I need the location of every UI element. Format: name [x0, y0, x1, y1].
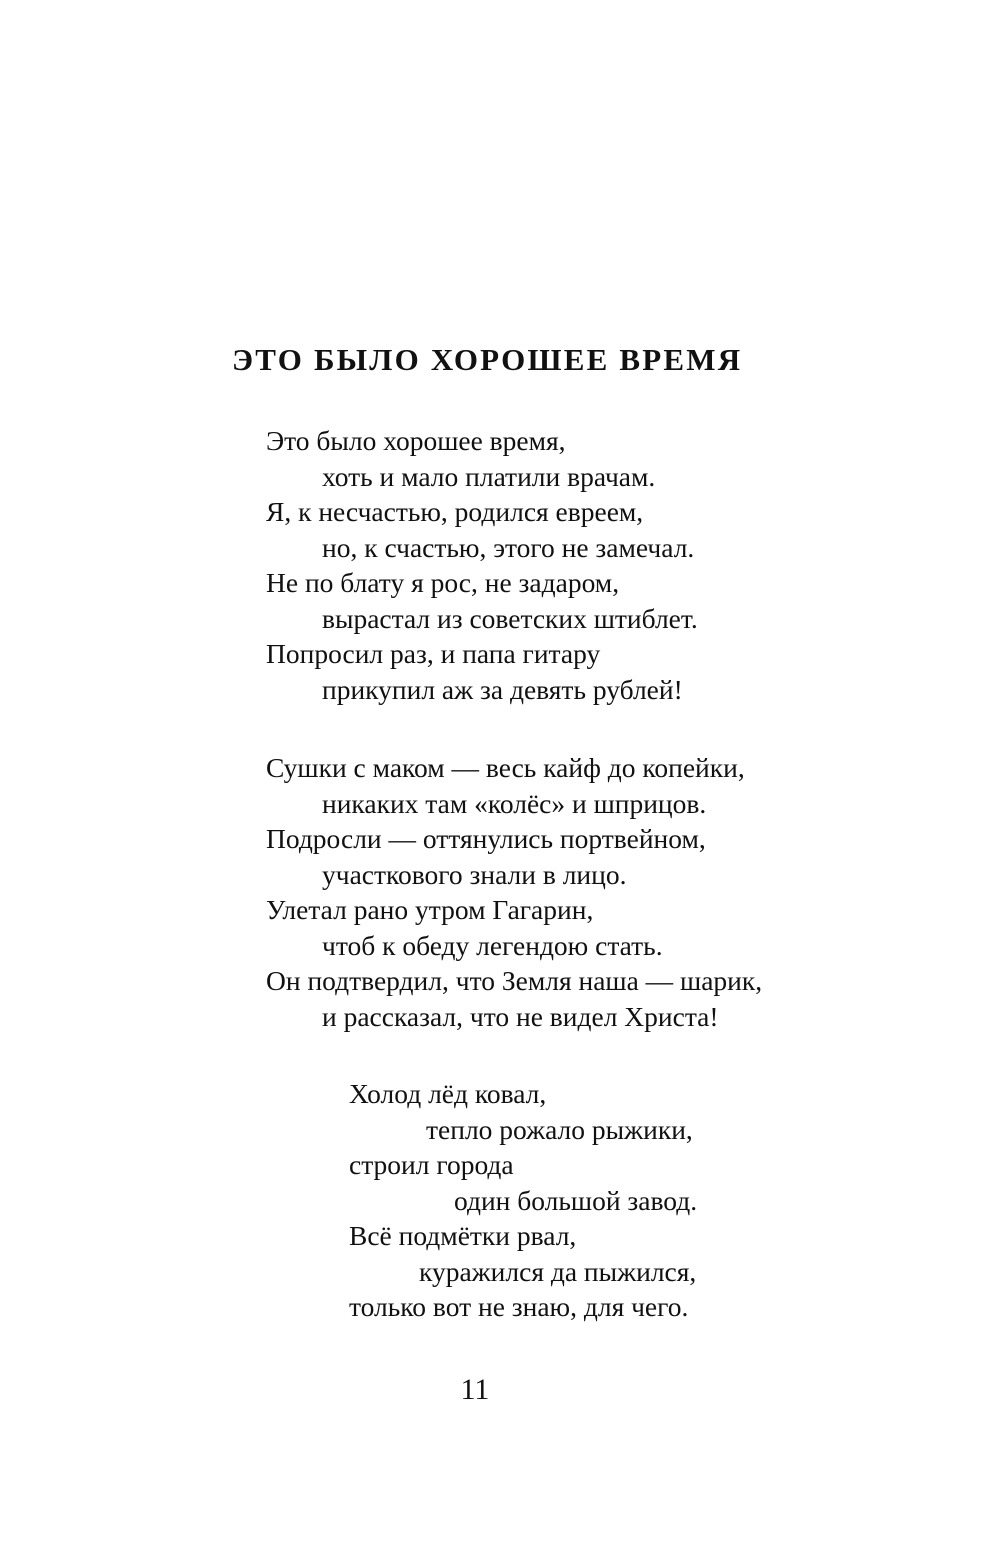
poem-line: Это было хорошее время,	[266, 425, 566, 456]
poem-line: прикупил аж за девять рублей!	[322, 674, 683, 705]
poem-line: участкового знали в лицо.	[322, 859, 627, 890]
page-number: 11	[460, 1373, 490, 1406]
poem-line: Всё подмётки рвал,	[349, 1220, 577, 1251]
poem-line: Холод лёд ковал,	[349, 1078, 547, 1109]
poem-line: и рассказал, что не видел Христа!	[322, 1001, 719, 1032]
poem-line: Подросли — оттянулись портвейном,	[266, 823, 706, 854]
poem-line: только вот не знаю, для чего.	[349, 1291, 689, 1322]
poem-line: Он подтвердил, что Земля наша — шарик,	[266, 965, 763, 996]
poem-line: Улетал рано утром Гагарин,	[266, 894, 594, 925]
poem-line: один большой завод.	[454, 1185, 698, 1216]
poem-line: чтоб к обеду легендою стать.	[322, 930, 663, 961]
poem-line: Я, к несчастью, родился евреем,	[266, 496, 644, 527]
poem-line: Не по блату я рос, не задаром,	[266, 567, 620, 598]
poem-line: вырастал из советских штиблет.	[322, 603, 698, 634]
poem-title: ЭТО БЫЛО ХОРОШЕЕ ВРЕМЯ	[232, 342, 743, 377]
poem-line: Сушки с маком — весь кайф до копейки,	[266, 752, 745, 783]
poem-line: Попросил раз, и папа гитару	[266, 638, 601, 669]
poem-line: строил города	[349, 1149, 514, 1180]
poem-line: но, к счастью, этого не замечал.	[322, 532, 695, 563]
poem-line: никаких там «колёс» и шприцов.	[322, 788, 707, 819]
poem-line: тепло рожало рыжики,	[426, 1114, 693, 1145]
poem-line: куражился да пыжился,	[419, 1256, 697, 1287]
poem-line: хоть и мало платили врачам.	[322, 461, 656, 492]
